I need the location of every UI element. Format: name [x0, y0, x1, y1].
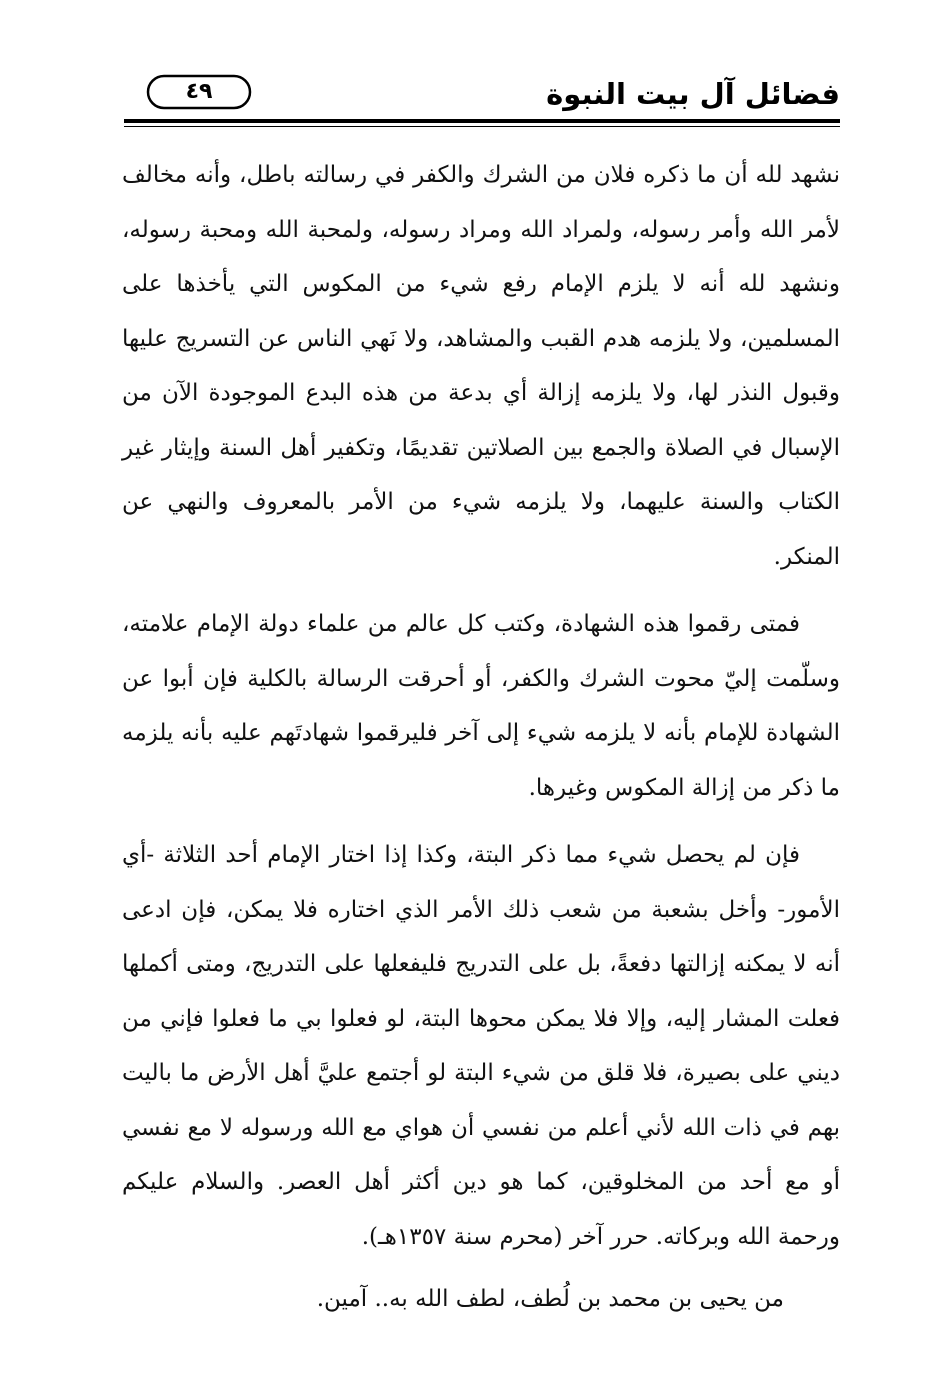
paragraph-3: فإن لم يحصل شيء مما ذكر البتة، وكذا إذا اختار الإمام أحد الثلاثة -أي الأمور- وأخل بشعبة من شعب ذلك الأمر الذي اختاره فلا يمكن، فإن ادعى أنه لا يمكنه إزالتها دفعةً، بل على التدريج فليفعلها على التدريج، ومتى أكملها فعلت المشار إليه، وإلا فلا يمكن محوها البتة، لو فعلوا بي ما فعلوا فإني من ديني على بصيرة، فلا قلق من شيء البتة لو أجتمع عليَّ أهل الأرض ما باليت بهم في ذات الله لأني أعلم من نفسي أن هواي مع الله ورسوله لا مع نفسي أو مع أحد من المخلوقين، كما هو دين أكثر أهل العصر. والسلام عليكم ورحمة الله وبركاته. حرر آخر (محرم سنة ١٣٥٧هـ). [122, 842, 840, 1250]
header-rule-thin [124, 126, 840, 127]
header-rule-thick [124, 119, 840, 123]
paragraph-1: نشهد لله أن ما ذكره فلان من الشرك والكفر في رسالته باطل، وأنه مخالف لأمر الله وأمر رسوله، ولمراد الله ومراد رسوله، ولمحبة الله ومحبة رسوله، ونشهد لله أنه لا يلزم الإمام رفع شيء من المكوس التي يأخذها على المسلمين، ولا يلزمه هدم القبب والمشاهد، ولا نَهي الناس عن التسريج عليها وقبول النذر لها، ولا يلزمه إزالة أي بدعة من هذه البدع الموجودة الآن من الإسبال في الصلاة والجمع بين الصلاتين تقديمًا، وتكفير أهل السنة وإيثار غير الكتاب والسنة عليهما، ولا يلزمه شيء من الأمر بالمعروف والنهي عن المنكر. [122, 162, 841, 570]
book-title: فضائل آل بيت النبوة [546, 77, 840, 111]
main-text [122, 148, 840, 1327]
page-number: ٤٩ [185, 79, 213, 104]
page-number-badge [146, 74, 252, 110]
page-header [124, 68, 840, 130]
signature-line: من يحيى بن محمد بن لُطف، لطف الله به.. آمين. [316, 1286, 784, 1312]
paragraph-2: فمتى رقموا هذه الشهادة، وكتب كل عالم من علماء دولة الإمام علامته، وسلّمت إليّ محوت الشرك والكفر، أو أحرقت الرسالة بالكلية فإن أبوا عن الشهادة للإمام بأنه لا يلزمه شيء إلى آخر فليرقموا شهادتَهم عليه بأنه يلزمه ما ذكر من إزالة المكوس وغيرها. [122, 611, 840, 801]
